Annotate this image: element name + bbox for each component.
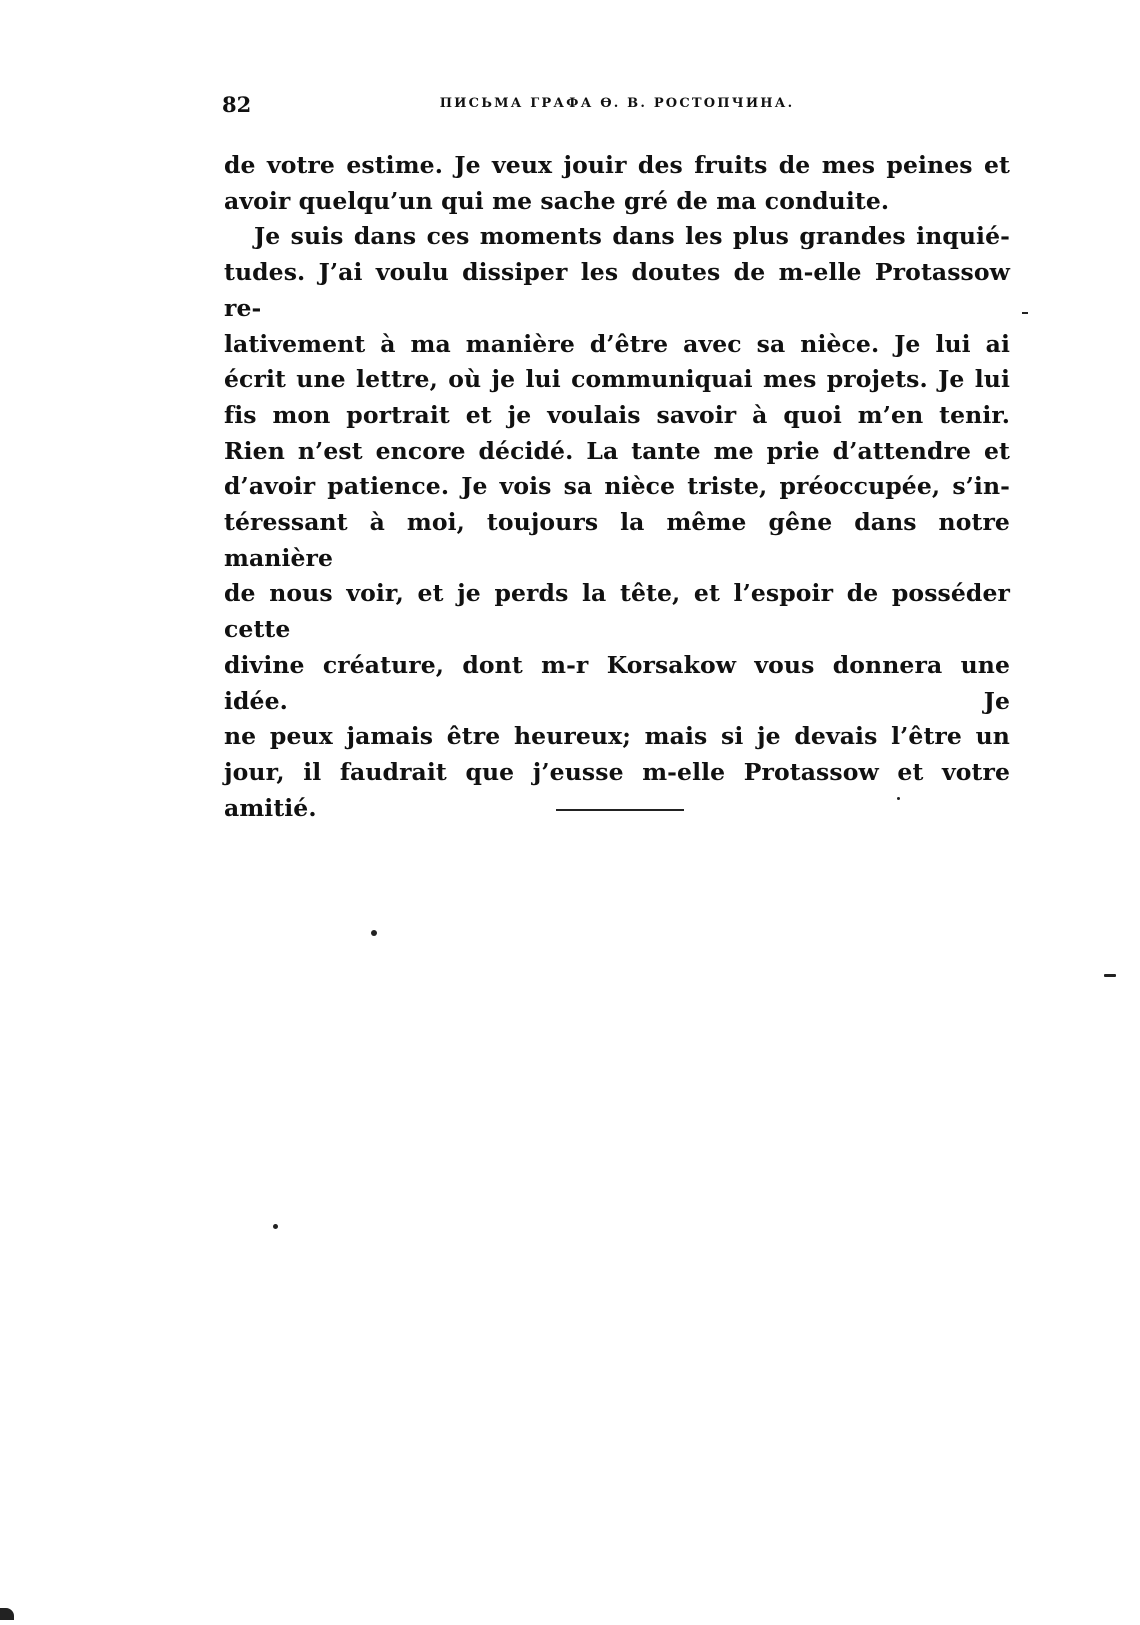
scan-speck <box>897 797 900 800</box>
text-line: de votre estime. Je veux jouir des fruits de mes peines et <box>224 151 1010 179</box>
text-line: divine créature, dont m-r Korsakow vous donnera une idée. Je <box>224 650 1010 715</box>
text-line: avoir quelqu’un qui me sache gré de ma conduite. <box>224 186 890 215</box>
text-line: Rien n’est encore décidé. La tante me prie d’attendre et <box>224 436 1010 465</box>
letter-body <box>224 148 1010 826</box>
text-line: ne peux jamais être heureux; mais si je devais l’être un <box>224 722 1010 751</box>
text-line: téressant à moi, toujours la même gêne dans notre manière <box>224 508 1010 572</box>
scan-speck <box>0 1608 14 1620</box>
paragraph-1 <box>224 148 1010 219</box>
text-line: Je suis dans ces moments dans les plus grandes inquié- <box>254 222 1010 251</box>
text-line: jour, il faudrait que j’eusse m-elle Protassow et votre amitié. <box>224 757 1010 822</box>
page-header <box>222 92 982 120</box>
scan-speck <box>273 1224 278 1229</box>
running-title: ПИСЬМА ГРАФА Ө. В. РОСТОПЧИНА. <box>439 96 795 111</box>
page-number: 82 <box>222 92 252 117</box>
scan-speck <box>371 930 377 936</box>
text-line: tudes. J’ai voulu dissiper les doutes de m-elle Protassow re- <box>224 258 1010 322</box>
end-rule <box>556 809 684 811</box>
text-line: de nous voir, et je perds la tête, et l’espoir de posséder cette <box>224 579 1010 644</box>
text-line: lativement à ma manière d’être avec sa nièce. Je lui ai <box>224 329 1010 358</box>
text-line: fis mon portrait et je voulais savoir à quoi m’en tenir. <box>224 400 1010 429</box>
text-line: écrit une lettre, où je lui communiquai mes projets. Je lui <box>224 365 1010 394</box>
paragraph-2 <box>224 219 1010 826</box>
scan-speck <box>1104 974 1116 977</box>
text-line: d’avoir patience. Je vois sa nièce triste, préoccupée, s’in- <box>224 472 1010 501</box>
scan-speck <box>1022 312 1028 314</box>
